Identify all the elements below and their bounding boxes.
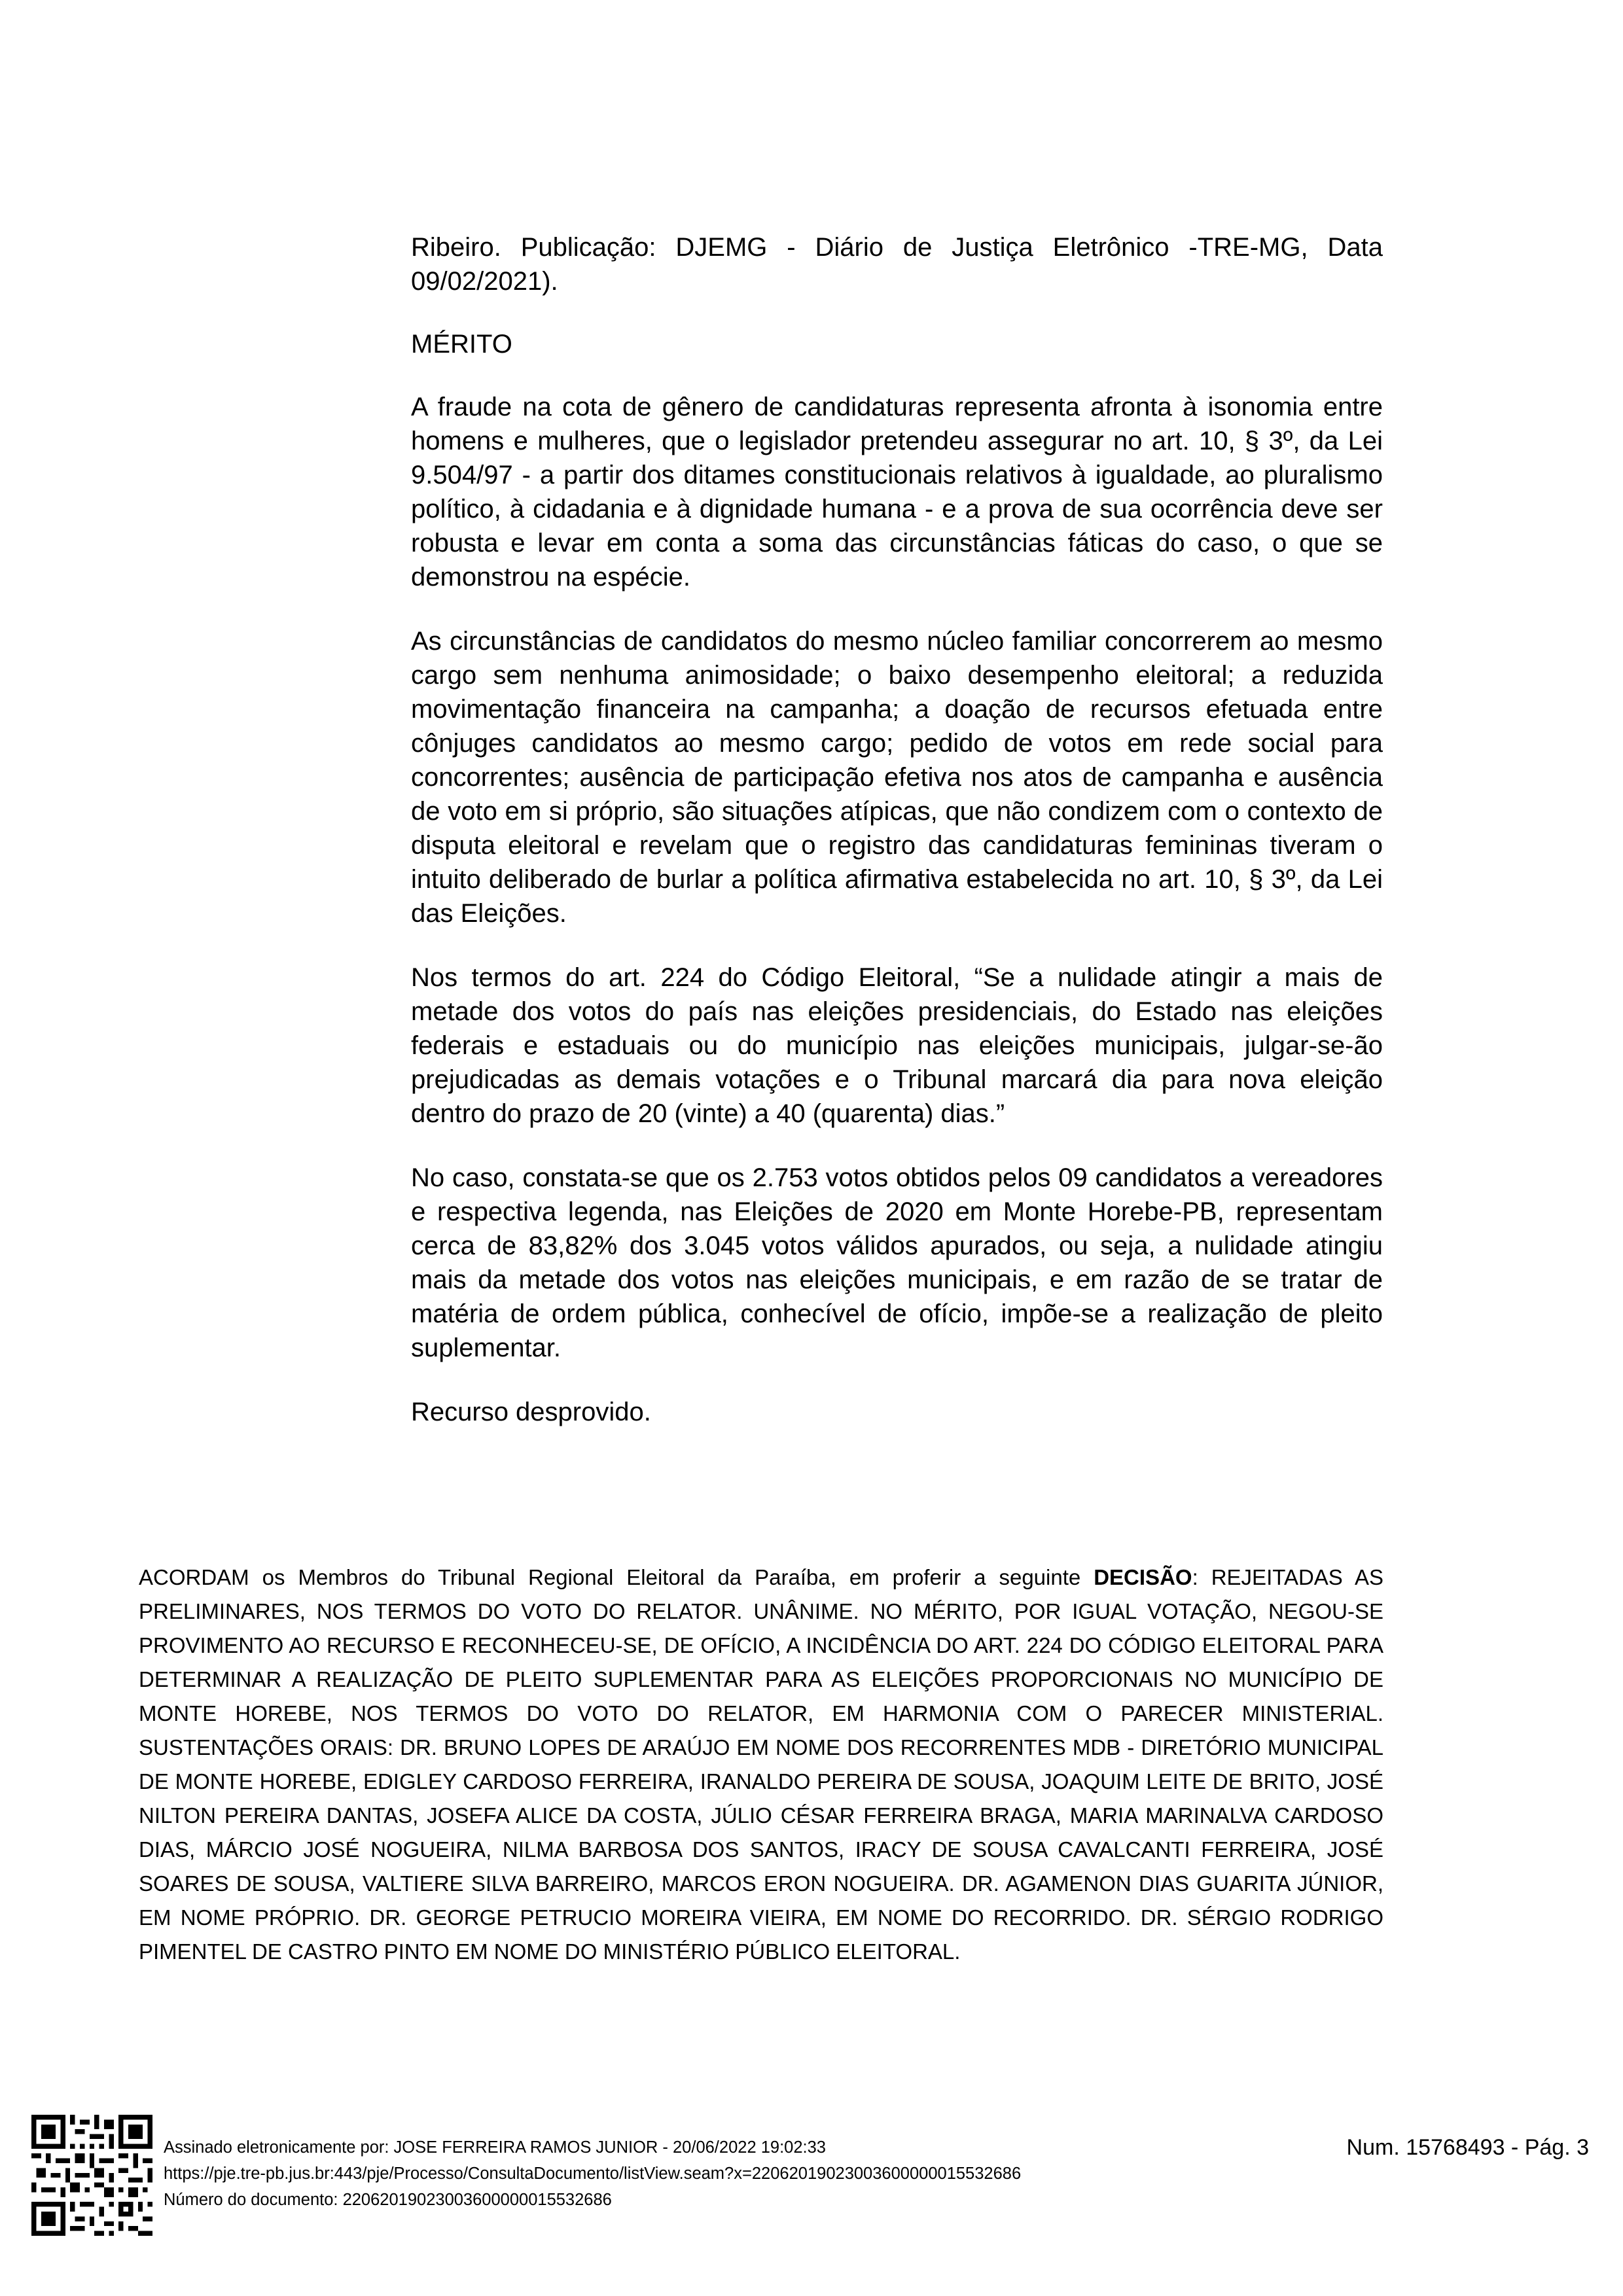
ementa-paragraph-art-224: Nos termos do art. 224 do Código Eleitoral, “Se a nulidade atingir a mais de metade dos votos do país nas eleições presidenciais, do Estado nas eleições federais e estaduais ou do município nas eleições municipais, julgar-se-ão prejudicadas as demais votações e o Tribunal marcará dia para nova eleição dentro do prazo de 20 (vinte) a 40 (quarenta) dias.” [411,963,1383,1128]
merito-heading: MÉRITO [411,330,512,359]
document-url-link[interactable]: https://pje.tre-pb.jus.br:443/pje/Processo/ConsultaDocumento/listView.seam?x=22062019023003600000015532686 [164,2164,1022,2183]
ementa-paragraph-fraude: A fraude na cota de gênero de candidaturas representa afronta à isonomia entre homens e mulheres, que o legislador pretendeu assegurar no art. 10, § 3º, da Lei 9.504/97 - a partir dos ditames constitucionais relativos à igualdade, ao pluralismo político, à cidadania e à dignidade humana - e a prova de sua ocorrência deve ser robusta e levar em conta a soma das circunstâncias fáticas do caso, o que se demonstrou na espécie. [411,393,1383,592]
ementa-section [411,230,1383,1459]
signed-by-line: Assinado eletronicamente por: JOSE FERREIRA RAMOS JUNIOR - 20/06/2022 19:02:33 [164,2138,826,2157]
ementa-paragraph-conclusao: Recurso desprovido. [411,1398,651,1426]
ementa-paragraph-circunstancias: As circunstâncias de candidatos do mesmo núcleo familiar concorrerem ao mesmo cargo sem nenhuma animosidade; o baixo desempenho eleitoral; a reduzida movimentação financeira na campanha; a doação de recursos efetuada entre cônjuges candidatos ao mesmo cargo; pedido de votos em rede social para concorrentes; ausência de participação efetiva nos atos de campanha e ausência de voto em si próprio, são situações atípicas, que não condizem com o contexto de disputa eleitoral e revelam que o registro das candidaturas femininas tiveram o intuito deliberado de burlar a política afirmativa estabelecida no art. 10, § 3º, da Lei das Eleições. [411,627,1383,928]
citation-end-paragraph: Ribeiro. Publicação: DJEMG - Diário de Justiça Eletrônico -TRE-MG, Data 09/02/2021). [411,233,1383,296]
acordam-decision-text: : REJEITADAS AS PRELIMINARES, NOS TERMOS DO VOTO DO RELATOR. UNÂNIME. NO MÉRITO, POR IGUAL VOTAÇÃO, NEGOU-SE PROVIMENTO AO RECURSO E RECONHECEU-SE, DE OFÍCIO, A INCIDÊNCIA DO ART. 224 DO CÓDIGO ELEITORAL PARA DETERMINAR A REALIZAÇÃO DE PLEITO SUPLEMENTAR PARA AS ELEIÇÕES PROPORCIONAIS NO MUNICÍPIO DE MONTE HOREBE, NOS TERMOS DO VOTO DO RELATOR, EM HARMONIA COM O PARECER MINISTERIAL. SUSTENTAÇÕES ORAIS: DR. BRUNO LOPES DE ARAÚJO EM NOME DOS RECORRENTES MDB - DIRETÓRIO MUNICIPAL DE MONTE HOREBE, EDIGLEY CARDOSO FERREIRA, IRANALDO PEREIRA DE SOUSA, JOAQUIM LEITE DE BRITO, JOSÉ NILTON PEREIRA DANTAS, JOSEFA ALICE DA COSTA, JÚLIO CÉSAR FERREIRA BRAGA, MARIA MARINALVA CARDOSO DIAS, MÁRCIO JOSÉ NOGUEIRA, NILMA BARBOSA DOS SANTOS, IRACY DE SOUSA CAVALCANTI FERREIRA, JOSÉ SOARES DE SOUSA, VALTIERE SILVA BARREIRO, MARCOS ERON NOGUEIRA. DR. AGAMENON DIAS GUARITA JÚNIOR, EM NOME PRÓPRIO. DR. GEORGE PETRUCIO MOREIRA VIEIRA, EM NOME DO RECORRIDO. DR. SÉRGIO RODRIGO PIMENTEL DE CASTRO PINTO EM NOME DO MINISTÉRIO PÚBLICO ELEITORAL. [139,1565,1383,1964]
signature-footer [164,2134,1021,2213]
acordam-prefix: ACORDAM os Membros do Tribunal Regional Eleitoral da Paraíba, em proferir a seguinte [139,1565,1094,1589]
page-reference: Num. 15768493 - Pág. 3 [1346,2135,1589,2160]
acordam-paragraph [139,1561,1383,1969]
decisao-label: DECISÃO [1094,1565,1192,1589]
ementa-paragraph-caso: No caso, constata-se que os 2.753 votos obtidos pelos 09 candidatos a vereadores e respectiva legenda, nas Eleições de 2020 em Monte Horebe-PB, representam cerca de 83,82% dos 3.045 votos válidos apurados, ou seja, a nulidade atingiu mais da metade dos votos nas eleições municipais, e em razão de se tratar de matéria de ordem pública, conhecível de ofício, impõe-se a realização de pleito suplementar. [411,1163,1383,1362]
document-number-line: Número do documento: 22062019023003600000015532686 [164,2191,612,2209]
qr-code-icon [31,2115,152,2236]
